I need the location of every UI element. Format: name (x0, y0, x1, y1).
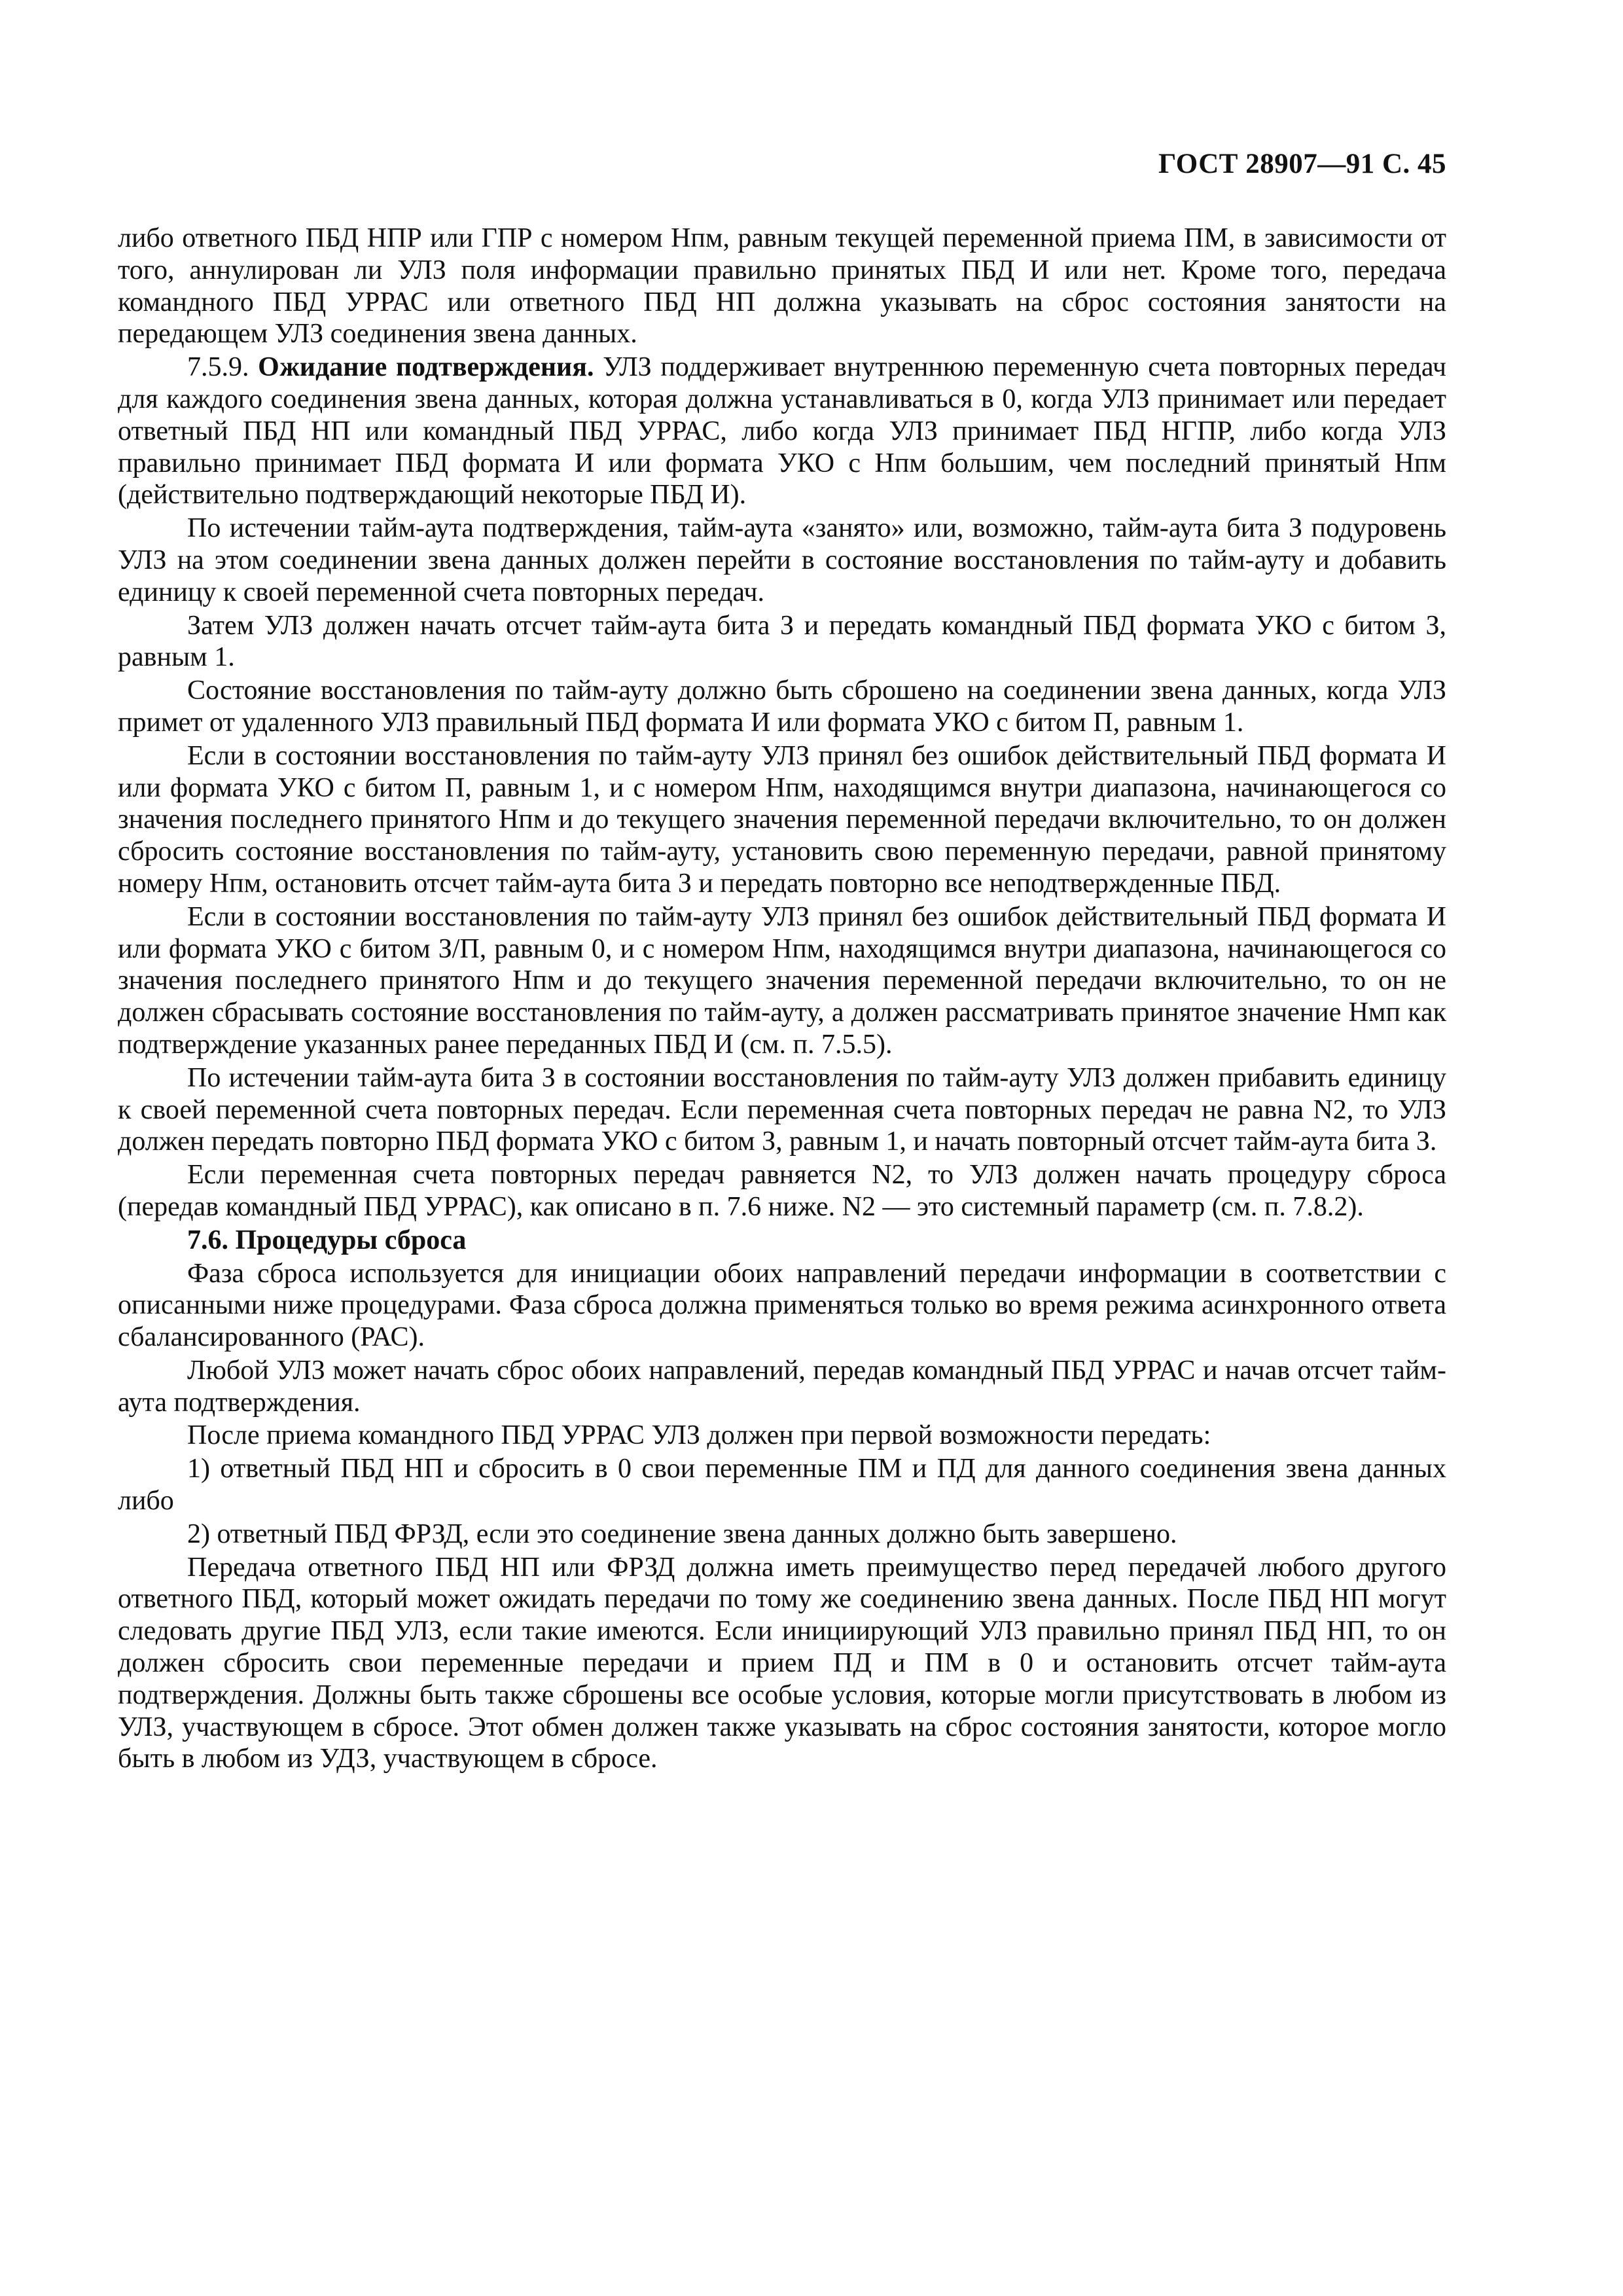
paragraph: Если в состоянии восстановления по тайм-ауту УЛЗ принял без ошибок действительный ПБД формата И или формата УКО с битом З/П, равным 0, и с номером Нпм, находящимся внутри диапазона, начинающегося со значения последнего принятого Нпм и до текущего значения переменной передачи включительно, то он не должен сбрасывать состояние восстановления по тайм-ауту, а должен рассматривать принятое значение Нмп как подтверждение указанных ранее переданных ПБД И (см. п. 7.5.5). (118, 901, 1446, 1060)
section-text: УЛЗ поддерживает внутреннюю переменную счета повторных передач для каждого соединения звена данных, которая должна устанавливаться в 0, когда УЛЗ принимает или передает ответный ПБД НП или командный ПБД УРРАС, либо когда УЛЗ принимает ПБД НГПР, либо когда УЛЗ правильно принимает ПБД формата И или формата УКО с Нпм большим, чем последний принятый Нпм (действительно подтверждающий некоторые ПБД И). (118, 352, 1447, 511)
list-item: 1) ответный ПБД НП и сбросить в 0 свои переменные ПМ и ПД для данного соединения звена данных либо (118, 1454, 1446, 1516)
section-number: 7.5.9. (187, 352, 249, 383)
document-body (118, 223, 1446, 1776)
paragraph: По истечении тайм-аута подтверждения, тайм-аута «занято» или, возможно, тайм-аута бита З подуровень УЛЗ на этом соединении звена данных должен перейти в состояние восстановления по тайм-ауту и добавить единицу к своей переменной счета повторных передач. (118, 513, 1446, 607)
section-7-5-9 (118, 351, 1446, 511)
paragraph: либо ответного ПБД НПР или ГПР с номером Нпм, равным текущей переменной приема ПМ, в зависимости от того, аннулирован ли УЛЗ поля информации правильно принятых ПБД И или нет. Кроме того, передача командного ПБД УРРАС или ответного ПБД НП должна указывать на сброс состояния занятости на передающем УЛЗ соединения звена данных. (118, 223, 1446, 350)
list-item: 2) ответный ПБД ФРЗД, если это соединение звена данных должно быть завершено. (187, 1518, 1177, 1549)
paragraph: Фаза сброса используется для инициации обоих направлений передачи информации в соответствии с описанными ниже процедурами. Фаза сброса должна применяться только во время режима асинхронного ответа сбалансированного (РАС). (118, 1258, 1446, 1353)
paragraph: Любой УЛЗ может начать сброс обоих направлений, передав командный ПБД УРРАС и начав отсчет тайм-аута подтверждения. (118, 1355, 1446, 1418)
paragraph: Передача ответного ПБД НП или ФРЗД должна иметь преимущество перед передачей любого другого ответного ПБД, который может ожидать передачи по тому же соединению звена данных. После ПБД НП могут следовать другие ПБД УЛЗ, если такие имеются. Если инициирующий УЛЗ правильно принял ПБД НП, то он должен сбросить свои переменные передачи и прием ПД и ПМ в 0 и остановить отсчет тайм-аута подтверждения. Должны быть также сброшены все особые условия, которые могли присутствовать в любом из УЛЗ, участвующем в сбросе. Этот обмен должен также указывать на сброс состояния занятости, которое могло быть в любом из УДЗ, участвующем в сбросе. (118, 1552, 1446, 1774)
section-heading-7-6: 7.6. Процедуры сброса (187, 1225, 467, 1255)
paragraph: По истечении тайм-аута бита З в состоянии восстановления по тайм-ауту УЛЗ должен прибавить единицу к своей переменной счета повторных передач. Если переменная счета повторных передач не равна N2, то УЛЗ должен передать повторно ПБД формата УКО с битом З, равным 1, и начать повторный отсчет тайм-аута бита З. (118, 1062, 1446, 1157)
paragraph: После приема командного ПБД УРРАС УЛЗ должен при первой возможности передать: (187, 1420, 1211, 1451)
section-title: Ожидание подтверждения. (258, 352, 594, 383)
paragraph: Если в состоянии восстановления по тайм-ауту УЛЗ принял без ошибок действительный ПБД формата И или формата УКО с битом П, равным 1, и с номером Нпм, находящимся внутри диапазона, начинающегося со значения последнего принятого Нпм и до текущего значения переменной передачи включительно, то он должен сбросить состояние восстановления по тайм-ауту, установить свою переменную передачи, равной принятому номеру Нпм, остановить отсчет тайм-аута бита З и передать повторно все неподтвержденные ПБД. (118, 740, 1446, 899)
paragraph: Если переменная счета повторных передач равняется N2, то УЛЗ должен начать процедуру сброса (передав командный ПБД УРРАС), как описано в п. 7.6 ниже. N2 — это системный параметр (см. п. 7.8.2). (118, 1160, 1446, 1222)
paragraph: Затем УЛЗ должен начать отсчет тайм-аута бита З и передать командный ПБД формата УКО с битом З, равным 1. (118, 610, 1446, 673)
paragraph: Состояние восстановления по тайм-ауту должно быть сброшено на соединении звена данных, когда УЛЗ примет от удаленного УЛЗ правильный ПБД формата И или формата УКО с битом П, равным 1. (118, 675, 1446, 738)
page-header: ГОСТ 28907—91 С. 45 (1158, 149, 1446, 179)
